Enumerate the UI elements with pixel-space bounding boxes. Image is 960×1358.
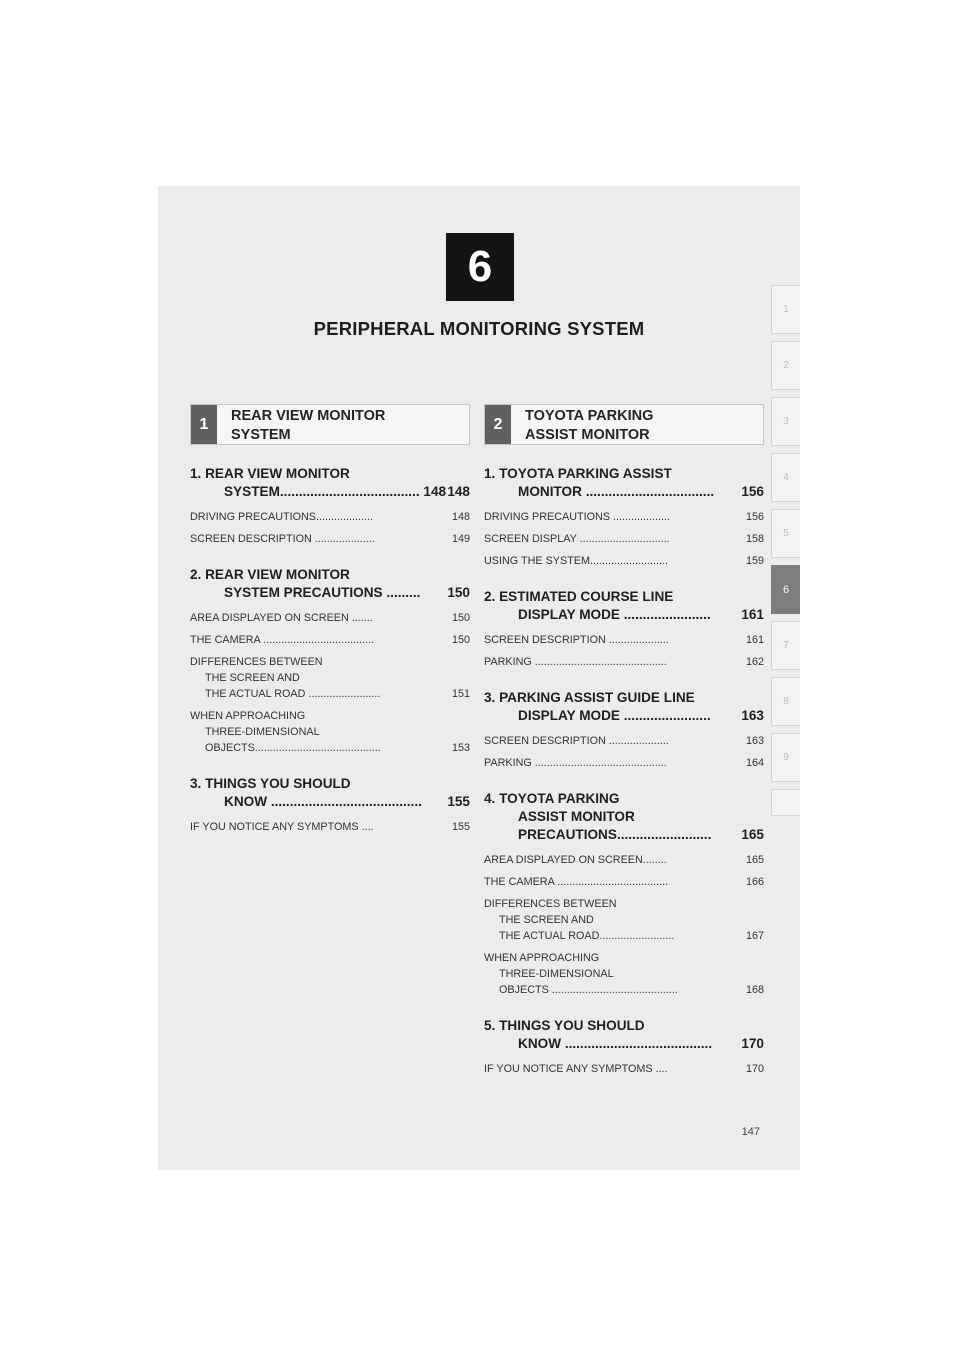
toc-topic[interactable] — [190, 566, 470, 756]
entry-text: DRIVING PRECAUTIONS................... — [190, 511, 373, 523]
topic-title-line — [484, 826, 764, 844]
entry-text: THREE-DIMENSIONAL — [499, 968, 614, 980]
entry-page-number: 165 — [745, 854, 764, 866]
toc-entry[interactable] — [484, 553, 764, 569]
chapter-tabs — [771, 285, 800, 823]
entry-page-number: 167 — [745, 930, 764, 942]
topic-page-number: 170 — [741, 1036, 764, 1051]
topic-title-line — [484, 808, 764, 826]
entry-list — [484, 733, 764, 771]
topic-title-text: SYSTEM PRECAUTIONS ......... — [224, 585, 421, 600]
entry-text: WHEN APPROACHING — [484, 952, 600, 964]
toc-entry[interactable] — [484, 1061, 764, 1077]
topic-title-line — [484, 465, 764, 483]
topic-title-text: 2. REAR VIEW MONITOR — [190, 567, 350, 582]
topic-title-line — [484, 1035, 764, 1053]
entry-text: IF YOU NOTICE ANY SYMPTOMS .... — [484, 1063, 668, 1075]
section-title — [511, 405, 653, 444]
section-number: 2 — [485, 405, 511, 444]
entry-text: SCREEN DESCRIPTION .................... — [484, 735, 669, 747]
entry-text: OBJECTS .......................................... — [499, 984, 678, 996]
topic-title-text: DISPLAY MODE ....................... — [518, 607, 711, 622]
topic-title-line — [190, 566, 470, 584]
section-title-line: SYSTEM — [231, 427, 291, 443]
chapter-tab-6[interactable]: 6 — [771, 565, 800, 614]
toc-topic[interactable] — [484, 588, 764, 670]
entry-text: IF YOU NOTICE ANY SYMPTOMS .... — [190, 821, 374, 833]
chapter-tab-blank[interactable] — [771, 789, 800, 816]
section-column-2 — [484, 404, 764, 1083]
entry-text: SCREEN DESCRIPTION .................... — [484, 634, 669, 646]
toc-topic[interactable] — [484, 1017, 764, 1077]
section-header — [484, 404, 764, 445]
toc-entry[interactable] — [190, 531, 470, 547]
topic-page-number: 161 — [741, 607, 764, 622]
section-header — [190, 404, 470, 445]
chapter-tab-9[interactable]: 9 — [771, 733, 800, 782]
topic-title-text: 1. TOYOTA PARKING ASSIST — [484, 466, 672, 481]
entry-text: USING THE SYSTEM.......................... — [484, 555, 668, 567]
entry-text: SCREEN DISPLAY .............................. — [484, 533, 670, 545]
toc-topic[interactable] — [484, 465, 764, 569]
chapter-tab-1[interactable]: 1 — [771, 285, 800, 334]
entry-page-number: 158 — [745, 533, 764, 545]
section-number: 1 — [191, 405, 217, 444]
chapter-number-box — [446, 233, 514, 301]
toc-entry[interactable] — [190, 610, 470, 626]
entry-list — [484, 632, 764, 670]
topic-title-line — [484, 790, 764, 808]
chapter-tab-4[interactable]: 4 — [771, 453, 800, 502]
entry-list — [484, 1061, 764, 1077]
entry-text: WHEN APPROACHING — [190, 710, 306, 722]
entry-text: THREE-DIMENSIONAL — [205, 726, 320, 738]
entry-text: SCREEN DESCRIPTION .................... — [190, 533, 375, 545]
toc-entry[interactable] — [484, 852, 764, 868]
entry-list — [190, 819, 470, 835]
entry-list — [190, 509, 470, 547]
topic-title-text: 5. THINGS YOU SHOULD — [484, 1018, 645, 1033]
chapter-tab-3[interactable]: 3 — [771, 397, 800, 446]
topic-title-line — [190, 775, 470, 793]
entry-page-number: 150 — [451, 634, 470, 646]
entry-page-number: 159 — [745, 555, 764, 567]
topic-title-line — [484, 588, 764, 606]
topic-page-number: 148 — [447, 484, 470, 499]
topic-title-line — [190, 793, 470, 811]
topic-title-line — [484, 1017, 764, 1035]
entry-text: AREA DISPLAYED ON SCREEN........ — [484, 854, 667, 866]
entry-text: PARKING ............................................ — [484, 656, 667, 668]
entry-page-number: 148 — [451, 511, 470, 523]
toc-topic[interactable] — [484, 689, 764, 771]
toc-topic[interactable] — [190, 465, 470, 547]
toc-entry[interactable] — [190, 632, 470, 648]
entry-page-number: 164 — [745, 757, 764, 769]
topic-title-line — [484, 707, 764, 725]
topic-page-number: 163 — [741, 708, 764, 723]
section-title — [217, 405, 385, 444]
entry-page-number: 155 — [451, 821, 470, 833]
entry-page-number: 150 — [451, 612, 470, 624]
entry-page-number: 149 — [451, 533, 470, 545]
entry-list — [484, 509, 764, 569]
entry-text: AREA DISPLAYED ON SCREEN ....... — [190, 612, 373, 624]
entry-text: OBJECTS.......................................... — [205, 742, 381, 754]
entry-page-number: 168 — [745, 984, 764, 996]
section-title-line: TOYOTA PARKING — [525, 408, 654, 424]
toc-entry[interactable] — [484, 632, 764, 648]
entry-text: THE ACTUAL ROAD ........................ — [205, 688, 381, 700]
toc-entry[interactable] — [484, 733, 764, 749]
topic-title-text: 3. THINGS YOU SHOULD — [190, 776, 351, 791]
topic-title-text: 3. PARKING ASSIST GUIDE LINE — [484, 690, 695, 705]
entry-page-number: 170 — [745, 1063, 764, 1075]
topic-page-number: 150 — [447, 585, 470, 600]
entry-list — [190, 610, 470, 756]
toc-entry[interactable] — [484, 896, 764, 944]
topic-title-text: ASSIST MONITOR — [518, 809, 635, 824]
toc-entry[interactable] — [484, 874, 764, 890]
entry-text: THE CAMERA ..................................... — [484, 876, 669, 888]
entry-text: THE SCREEN AND — [499, 914, 594, 926]
toc-entry[interactable] — [190, 509, 470, 525]
entry-text: DIFFERENCES BETWEEN — [190, 656, 323, 668]
section-title-line: REAR VIEW MONITOR — [231, 408, 386, 424]
topic-title-line — [484, 483, 764, 501]
topic-page-number: 156 — [741, 484, 764, 499]
entry-page-number: 161 — [745, 634, 764, 646]
entry-text: THE ACTUAL ROAD......................... — [499, 930, 675, 942]
topic-title-line — [484, 606, 764, 624]
entry-page-number: 153 — [451, 742, 470, 754]
topic-page-number: 165 — [741, 827, 764, 842]
chapter-title: PERIPHERAL MONITORING SYSTEM — [313, 318, 645, 339]
toc-entry[interactable] — [484, 654, 764, 670]
topic-title-text: 4. TOYOTA PARKING — [484, 791, 620, 806]
section-column-1 — [190, 404, 470, 841]
topic-title-line — [190, 483, 470, 501]
entry-text: THE CAMERA ..................................... — [190, 634, 375, 646]
topic-title-line — [484, 689, 764, 707]
topic-page-number: 155 — [447, 794, 470, 809]
chapter-tab-5[interactable]: 5 — [771, 509, 800, 558]
chapter-tab-7[interactable]: 7 — [771, 621, 800, 670]
toc-entry[interactable] — [190, 819, 470, 835]
page-number: 147 — [741, 1126, 760, 1138]
entry-page-number: 163 — [745, 735, 764, 747]
chapter-tab-2[interactable]: 2 — [771, 341, 800, 390]
entry-page-number: 151 — [451, 688, 470, 700]
topic-title-text: KNOW ....................................... — [518, 1036, 713, 1051]
toc-entry[interactable] — [484, 755, 764, 771]
topic-list — [484, 465, 764, 1077]
topic-title-text: KNOW ........................................ — [224, 794, 422, 809]
entry-page-number: 156 — [745, 511, 764, 523]
topic-title-text: PRECAUTIONS......................... — [518, 827, 712, 842]
toc-entry[interactable] — [190, 654, 470, 702]
entry-text: PARKING ............................................ — [484, 757, 667, 769]
chapter-number: 6 — [467, 242, 493, 291]
topic-title-text: MONITOR .................................. — [518, 484, 715, 499]
entry-page-number: 162 — [745, 656, 764, 668]
chapter-tab-8[interactable]: 8 — [771, 677, 800, 726]
entry-list — [484, 852, 764, 998]
entry-text: DIFFERENCES BETWEEN — [484, 898, 617, 910]
toc-entry[interactable] — [484, 509, 764, 525]
section-title-line: ASSIST MONITOR — [525, 427, 650, 443]
topic-title-line — [190, 465, 470, 483]
topic-title-text: 2. ESTIMATED COURSE LINE — [484, 589, 674, 604]
toc-entry[interactable] — [190, 708, 470, 756]
toc-entry[interactable] — [484, 950, 764, 998]
entry-text: DRIVING PRECAUTIONS ................... — [484, 511, 670, 523]
topic-title-text: 1. REAR VIEW MONITOR — [190, 466, 350, 481]
topic-list — [190, 465, 470, 835]
toc-topic[interactable] — [190, 775, 470, 835]
topic-title-text: SYSTEM..................................... 148 — [224, 484, 447, 499]
topic-title-line — [190, 584, 470, 602]
toc-topic[interactable] — [484, 790, 764, 998]
entry-text: THE SCREEN AND — [205, 672, 300, 684]
topic-title-text: DISPLAY MODE ....................... — [518, 708, 711, 723]
entry-page-number: 166 — [745, 876, 764, 888]
toc-entry[interactable] — [484, 531, 764, 547]
